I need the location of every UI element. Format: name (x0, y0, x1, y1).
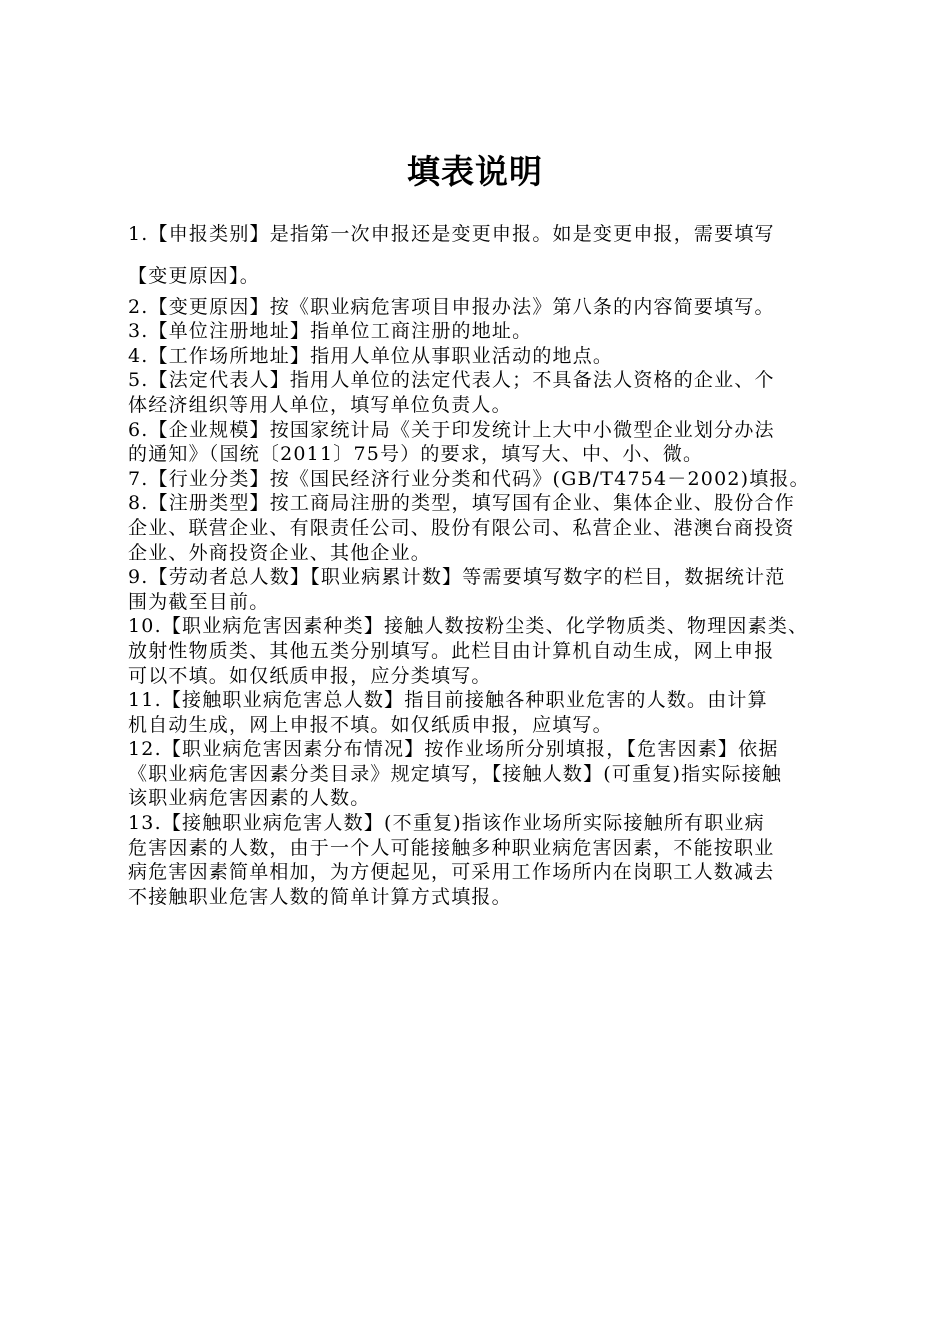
instruction-line: 7.【行业分类】按《国民经济行业分类和代码》(GB/T4754－2002)填报。 (128, 467, 810, 490)
instruction-line: 可以不填。如仅纸质申报，应分类填写。 (128, 664, 492, 687)
instructions-body (128, 220, 828, 909)
instruction-line: 5.【法定代表人】指用人单位的法定代表人；不具备法人资格的企业、个 (128, 369, 775, 392)
instruction-line: 放射性物质类、其他五类分别填写。此栏目由计算机自动生成，网上申报 (128, 639, 775, 662)
instruction-line: 围为截至目前。 (128, 590, 270, 613)
instruction-line: 6.【企业规模】按国家统计局《关于印发统计上大中小微型企业划分办法 (128, 418, 775, 441)
instruction-line: 13.【接触职业病危害人数】(不重复)指该作业场所实际接触所有职业病 (128, 812, 765, 835)
instruction-line: 的通知》（国统〔2011〕75号）的要求，填写大、中、小、微。 (128, 443, 704, 466)
instruction-line: 企业、外商投资企业、其他企业。 (128, 541, 432, 564)
instruction-line: 10.【职业病危害因素种类】接触人数按粉尘类、化学物质类、物理因素类、 (128, 615, 809, 638)
instruction-line: 1.【申报类别】是指第一次申报还是变更申报。如是变更申报，需要填写 (128, 223, 775, 245)
instruction-line: 体经济组织等用人单位，填写单位负责人。 (128, 393, 512, 416)
instruction-line: 不接触职业危害人数的简单计算方式填报。 (128, 885, 512, 908)
instruction-line: 机自动生成，网上申报不填。如仅纸质申报，应填写。 (128, 713, 613, 736)
instruction-line: 病危害因素简单相加，为方便起见，可采用工作场所内在岗职工人数减去 (128, 861, 775, 884)
instruction-line: 该职业病危害因素的人数。 (128, 787, 371, 810)
instruction-line: 3.【单位注册地址】指单位工商注册的地址。 (128, 320, 533, 343)
instruction-line: 危害因素的人数，由于一个人可能接触多种职业病危害因素，不能按职业 (128, 836, 775, 859)
instruction-line: 8.【注册类型】按工商局注册的类型，填写国有企业、集体企业、股份合作 (128, 492, 795, 515)
instruction-line: 4.【工作场所地址】指用人单位从事职业活动的地点。 (128, 344, 614, 367)
instruction-line: 2.【变更原因】按《职业病危害项目申报办法》第八条的内容简要填写。 (128, 295, 775, 318)
instruction-line: 12.【职业病危害因素分布情况】按作业场所分别填报，【危害因素】依据 (128, 738, 779, 761)
instruction-line: 企业、联营企业、有限责任公司、股份有限公司、私营企业、港澳台商投资 (128, 516, 795, 539)
instruction-line: 11.【接触职业病危害总人数】指目前接触各种职业危害的人数。由计算 (128, 689, 768, 712)
document-title: 填表说明 (407, 152, 543, 191)
instruction-line: 《职业病危害因素分类目录》规定填写，【接触人数】(可重复)指实际接触 (128, 762, 783, 785)
instruction-line: 【变更原因】。 (128, 265, 260, 287)
instruction-line: 9.【劳动者总人数】【职业病累计数】等需要填写数字的栏目，数据统计范 (128, 566, 786, 589)
